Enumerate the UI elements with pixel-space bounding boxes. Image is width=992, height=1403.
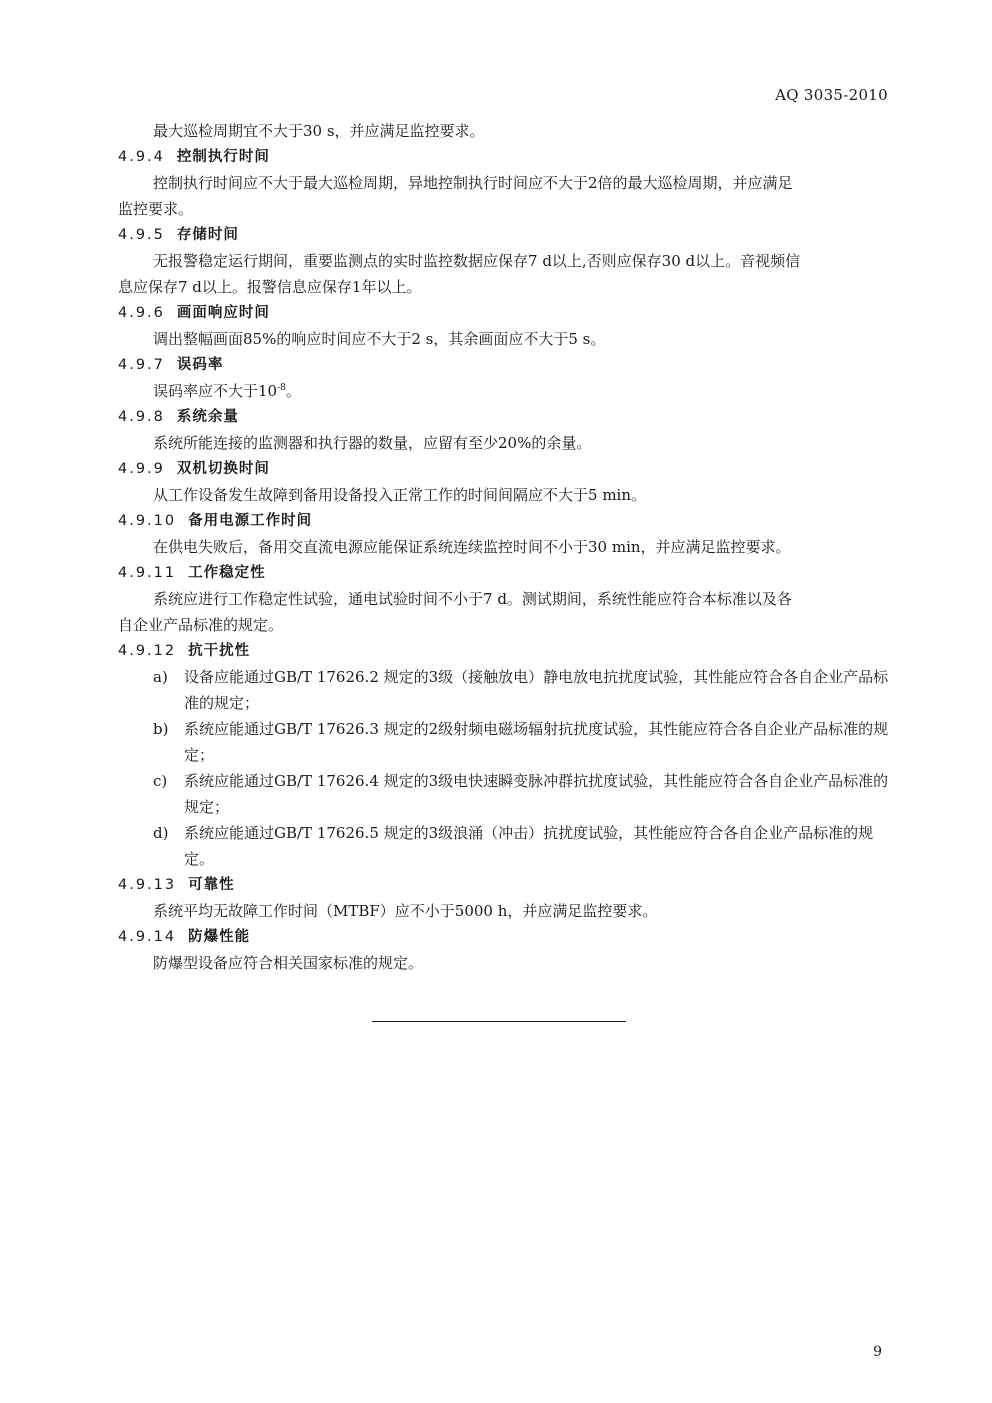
section-number: 4.9.7 xyxy=(118,357,165,373)
section-number: 4.9.12 xyxy=(118,643,177,659)
section-title: 画面响应时间 xyxy=(176,305,270,321)
section-heading-4-9-8 xyxy=(118,404,898,430)
paragraph-line: 系统所能连接的监测器和执行器的数量，应留有至少20%的余量。 xyxy=(153,434,592,452)
section-title: 防爆性能 xyxy=(188,929,251,945)
list-marker: a) xyxy=(153,668,168,686)
section-title: 误码率 xyxy=(176,357,224,373)
document-body xyxy=(118,118,898,976)
page-number: 9 xyxy=(873,1344,882,1360)
paragraph-line: 系统平均无故障工作时间（MTBF）应不小于5000 h，并应满足监控要求。 xyxy=(153,902,658,920)
section-number: 4.9.4 xyxy=(118,149,165,165)
paragraph-line: 从工作设备发生故障到备用设备投入正常工作的时间间隔应不大于5 min。 xyxy=(153,486,646,504)
section-number: 4.9.8 xyxy=(118,409,165,425)
list-item xyxy=(118,664,898,716)
section-number: 4.9.10 xyxy=(118,513,177,529)
section-number: 4.9.13 xyxy=(118,877,177,893)
section-title: 系统余量 xyxy=(176,409,239,425)
section-title: 存储时间 xyxy=(176,227,239,243)
error-rate-text: 误码率应不大于10 xyxy=(153,382,278,400)
section-title: 备用电源工作时间 xyxy=(188,513,313,529)
paragraph-line: 防爆型设备应符合相关国家标准的规定。 xyxy=(153,954,424,972)
section-title: 可靠性 xyxy=(188,877,235,893)
section-heading-4-9-11 xyxy=(118,560,898,586)
list-item-text: 系统应能通过GB/T 17626.4 规定的3级电快速瞬变脉冲群抗扰度试验，其性能应符合各自企业产品标准的规定； xyxy=(184,772,889,816)
list-item xyxy=(118,820,898,872)
list-marker: d) xyxy=(153,824,169,842)
section-title: 抗干扰性 xyxy=(188,643,251,659)
section-title: 控制执行时间 xyxy=(176,149,270,165)
list-item xyxy=(118,716,898,768)
list-item xyxy=(118,768,898,820)
section-title: 工作稳定性 xyxy=(188,565,266,581)
section-heading-4-9-7 xyxy=(118,352,898,378)
error-rate-punctuation: 。 xyxy=(285,382,301,400)
paragraph-line: 调出整幅画面85%的响应时间应不大于2 s，其余画面应不大于5 s。 xyxy=(153,330,606,348)
section-heading-4-9-10 xyxy=(118,508,898,534)
list-marker: c) xyxy=(153,772,168,790)
paragraph-line: 监控要求。 xyxy=(118,200,194,218)
paragraph-line xyxy=(118,378,898,404)
section-heading-4-9-14 xyxy=(118,924,898,950)
section-heading-4-9-9 xyxy=(118,456,898,482)
section-heading-4-9-5 xyxy=(118,222,898,248)
standard-code: AQ 3035-2010 xyxy=(775,86,888,104)
section-heading-4-9-6 xyxy=(118,300,898,326)
paragraph-line: 自企业产品标准的规定。 xyxy=(118,616,284,634)
paragraph-line: 在供电失败后，备用交直流电源应能保证系统连续监控时间不小于30 min，并应满足监控要求。 xyxy=(153,538,791,556)
paragraph-line: 息应保存7 d以上。报警信息应保存1年以上。 xyxy=(118,278,422,296)
intro-line: 最大巡检周期宜不大于30 s，并应满足监控要求。 xyxy=(153,122,485,140)
section-number: 4.9.6 xyxy=(118,305,165,321)
paragraph-line: 控制执行时间应不大于最大巡检周期，异地控制执行时间应不大于2倍的最大巡检周期，并应满足 xyxy=(153,174,793,192)
section-title: 双机切换时间 xyxy=(176,461,270,477)
section-number: 4.9.9 xyxy=(118,461,165,477)
section-heading-4-9-13 xyxy=(118,872,898,898)
paragraph-line: 系统应进行工作稳定性试验，通电试验时间不小于7 d。测试期间，系统性能应符合本标准以及各 xyxy=(153,590,792,608)
list-marker: b) xyxy=(153,720,169,738)
end-of-text-rule xyxy=(372,1021,626,1022)
section-heading-4-9-4 xyxy=(118,144,898,170)
paragraph-line: 无报警稳定运行期间，重要监测点的实时监控数据应保存7 d以上,否则应保存30 d以上。音视频信 xyxy=(153,252,801,270)
section-number: 4.9.5 xyxy=(118,227,165,243)
section-number: 4.9.14 xyxy=(118,929,177,945)
section-heading-4-9-12 xyxy=(118,638,898,664)
list-item-text: 系统应能通过GB/T 17626.5 规定的3级浪涌（冲击）抗扰度试验，其性能应符合各自企业产品标准的规定。 xyxy=(184,824,874,868)
list-item-text: 系统应能通过GB/T 17626.3 规定的2级射频电磁场辐射抗扰度试验，其性能应符合各自企业产品标准的规定； xyxy=(184,720,889,764)
list-item-text: 设备应能通过GB/T 17626.2 规定的3级（接触放电）静电放电抗扰度试验，其性能应符合各自企业产品标准的规定； xyxy=(184,668,889,712)
section-number: 4.9.11 xyxy=(118,565,177,581)
error-rate-exponent: -8 xyxy=(277,383,286,393)
